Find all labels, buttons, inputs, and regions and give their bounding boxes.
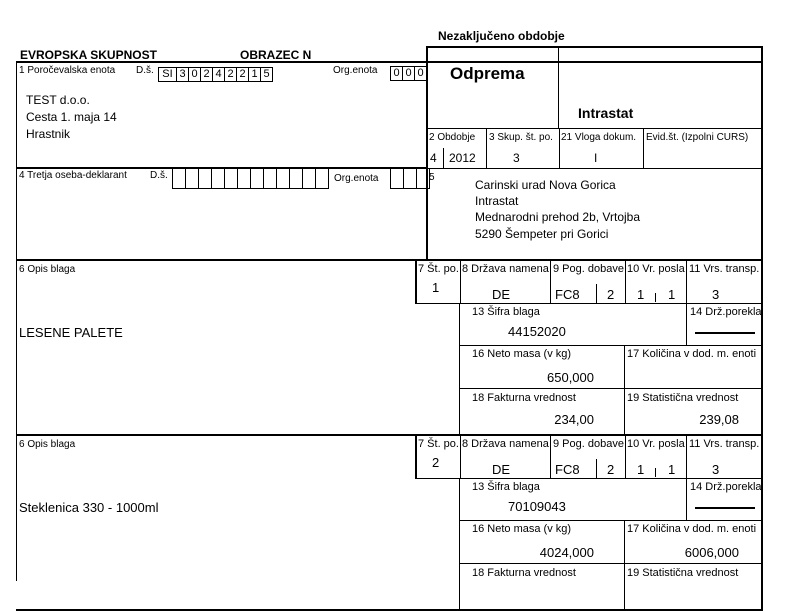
digit-box: 1 bbox=[248, 67, 261, 82]
item-no: 1 bbox=[432, 280, 440, 295]
digit-box bbox=[172, 168, 186, 189]
box4-org-label: Org.enota bbox=[334, 173, 379, 184]
box1-org-digits bbox=[391, 66, 427, 80]
transaction-type-1: 1 bbox=[637, 462, 645, 477]
period-month: 4 bbox=[430, 151, 437, 165]
delivery-terms: FC8 bbox=[555, 462, 580, 477]
box5-label: 5 bbox=[429, 172, 435, 183]
digit-box bbox=[315, 168, 329, 189]
country-label: 8 Država namena bbox=[462, 263, 549, 275]
transaction-type-1: 1 bbox=[637, 287, 645, 302]
box1-label: 1 Poročevalska enota bbox=[19, 65, 116, 76]
statistical-value-label: 19 Statistična vrednost bbox=[627, 392, 739, 404]
origin-dash bbox=[695, 332, 755, 334]
item-count: 3 bbox=[513, 151, 520, 165]
digit-box: 5 bbox=[260, 67, 273, 82]
item-no: 2 bbox=[432, 455, 440, 470]
period-year: 2012 bbox=[449, 151, 476, 165]
transport: 3 bbox=[712, 462, 720, 477]
document-role: I bbox=[594, 151, 598, 165]
goods-item-2 bbox=[0, 435, 785, 611]
digit-box: 4 bbox=[212, 67, 225, 82]
commodity-code-label: 13 Šifra blaga bbox=[472, 306, 540, 318]
digit-box: 3 bbox=[176, 67, 189, 82]
box4-ds-label: D.š. bbox=[150, 170, 168, 181]
statistical-value: 239,08 bbox=[699, 412, 739, 427]
transaction-type-label: 10 Vr. posla bbox=[627, 263, 685, 275]
digit-box: 0 bbox=[188, 67, 201, 82]
supplementary-qty-label: 17 Količina v dod. m. enoti bbox=[627, 348, 757, 360]
box4-tax-digits bbox=[173, 168, 329, 188]
community-label: EVROPSKA SKUPNOST bbox=[20, 48, 157, 62]
digit-box bbox=[276, 168, 290, 189]
goods-item-1 bbox=[0, 260, 785, 436]
digit-box bbox=[211, 168, 225, 189]
box1-tax-digits bbox=[159, 67, 273, 81]
origin-dash bbox=[695, 507, 755, 509]
box21-label: 21 Vloga dokum. bbox=[561, 132, 637, 143]
digit-box: 2 bbox=[200, 67, 213, 82]
item-no-label: 7 Št. po. bbox=[418, 438, 459, 450]
digit-box bbox=[237, 168, 251, 189]
goods-description-label: 6 Opis blaga bbox=[19, 439, 76, 450]
digit-box: SI bbox=[158, 67, 177, 82]
net-mass: 4024,000 bbox=[539, 545, 594, 560]
digit-box: 0 bbox=[402, 66, 415, 81]
digit-box bbox=[198, 168, 212, 189]
digit-box bbox=[185, 168, 199, 189]
evid-label: Evid.št. (Izpolni CURS) bbox=[646, 132, 749, 143]
box4-label: 4 Tretja oseba-deklarant bbox=[19, 170, 127, 181]
transaction-type-2: 1 bbox=[668, 287, 676, 302]
digit-box: 0 bbox=[414, 66, 427, 81]
digit-box bbox=[263, 168, 277, 189]
box2-label: 2 Obdobje bbox=[429, 132, 476, 143]
box1-ds-label: D.š. bbox=[136, 65, 154, 76]
transaction-type-2: 1 bbox=[668, 462, 676, 477]
commodity-code: 44152020 bbox=[508, 324, 566, 339]
supplementary-qty-label: 17 Količina v dod. m. enoti bbox=[627, 523, 757, 535]
digit-box bbox=[224, 168, 238, 189]
delivery-terms-label: 9 Pog. dobave bbox=[553, 438, 624, 450]
statistical-value-label: 19 Statistična vrednost bbox=[627, 567, 739, 579]
customs-line-1: Carinski urad Nova Gorica bbox=[475, 178, 616, 192]
transport-label: 11 Vrs. transp. bbox=[689, 263, 760, 275]
form-title: Odprema bbox=[450, 64, 525, 83]
origin-label: 14 Drž.porekla bbox=[690, 481, 762, 493]
delivery-terms-code: 2 bbox=[607, 462, 615, 477]
digit-box bbox=[390, 168, 404, 189]
country: DE bbox=[492, 287, 511, 302]
digit-box bbox=[416, 168, 430, 189]
form-label: OBRAZEC N bbox=[240, 48, 312, 62]
goods-description-label: 6 Opis blaga bbox=[19, 264, 76, 275]
invoice-value: 234,00 bbox=[554, 412, 594, 427]
box4-org-digits bbox=[391, 168, 430, 188]
digit-box: 0 bbox=[390, 66, 403, 81]
goods-description: LESENE PALETE bbox=[19, 325, 123, 340]
digit-box bbox=[302, 168, 316, 189]
transport: 3 bbox=[712, 287, 720, 302]
box3-label: 3 Skup. št. po. bbox=[489, 132, 553, 143]
customs-line-3: Mednarodni prehod 2b, Vrtojba bbox=[475, 210, 640, 224]
box1-org-label: Org.enota bbox=[333, 65, 378, 76]
digit-box: 2 bbox=[236, 67, 249, 82]
net-mass-label: 16 Neto masa (v kg) bbox=[472, 348, 572, 360]
invoice-value-label: 18 Fakturna vrednost bbox=[472, 392, 576, 404]
transaction-type-label: 10 Vr. posla bbox=[627, 438, 685, 450]
net-mass-label: 16 Neto masa (v kg) bbox=[472, 523, 572, 535]
invoice-value-label: 18 Fakturna vrednost bbox=[472, 567, 576, 579]
delivery-terms-label: 9 Pog. dobave bbox=[553, 263, 624, 275]
form-subtitle: Intrastat bbox=[578, 105, 634, 121]
origin-label: 14 Drž.porekla bbox=[690, 306, 762, 318]
transport-label: 11 Vrs. transp. bbox=[689, 438, 760, 450]
company-city: Hrastnik bbox=[26, 127, 71, 141]
digit-box bbox=[250, 168, 264, 189]
supplementary-qty: 6006,000 bbox=[684, 545, 739, 560]
customs-line-4: 5290 Šempeter pri Gorici bbox=[475, 227, 609, 241]
digit-box bbox=[403, 168, 417, 189]
company-street: Cesta 1. maja 14 bbox=[26, 110, 117, 124]
commodity-code-label: 13 Šifra blaga bbox=[472, 481, 540, 493]
company-name: TEST d.o.o. bbox=[26, 93, 90, 107]
digit-box bbox=[289, 168, 303, 189]
net-mass: 650,000 bbox=[547, 370, 594, 385]
country-label: 8 Država namena bbox=[462, 438, 549, 450]
item-no-label: 7 Št. po. bbox=[418, 263, 459, 275]
commodity-code: 70109043 bbox=[508, 499, 566, 514]
period-status: Nezaključeno obdobje bbox=[438, 29, 565, 43]
digit-box: 2 bbox=[224, 67, 237, 82]
customs-line-2: Intrastat bbox=[475, 194, 519, 208]
delivery-terms-code: 2 bbox=[607, 287, 615, 302]
goods-description: Steklenica 330 - 1000ml bbox=[19, 500, 159, 515]
delivery-terms: FC8 bbox=[555, 287, 580, 302]
country: DE bbox=[492, 462, 511, 477]
